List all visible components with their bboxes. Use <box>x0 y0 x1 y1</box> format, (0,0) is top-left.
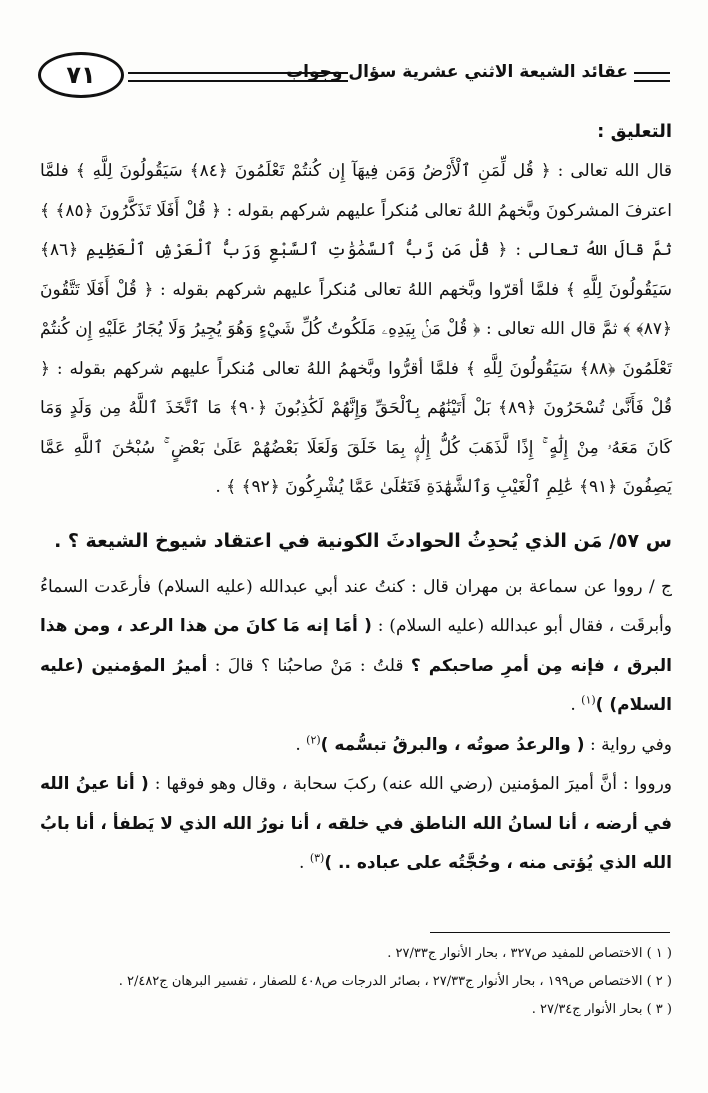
answer-2-text: وفي رواية : <box>584 734 672 755</box>
footnote-ref-1: (١) <box>581 693 596 707</box>
footnote-2: ( ٢ ) الاختصاص ص١٩٩ ، بحار الأنوار ج٢٧/٣٣ ، بصائر الدرجات ص٤٠٨ للصفار ، تفسير البرهان ج٢/٤٨٢ . <box>118 974 672 989</box>
page-number: ٧١ <box>66 61 96 89</box>
running-title: عقائد الشيعة الاثني عشرية سؤال وجواب <box>286 62 628 82</box>
page-number-badge <box>38 52 124 98</box>
main-content <box>40 112 672 884</box>
footnote-divider <box>430 932 670 933</box>
answer-1-text: ج / رووا عن سماعة بن مهران قال : كنتُ عند أبي عبدالله (عليه السلام) فأرعَدت السماءُ وأبرقَت ، فقال أبو عبدالله (عليه السلام) : <box>40 576 672 636</box>
answer-paragraph-1: ج / رووا عن سماعة بن مهران قال : كنتُ عند أبي عبدالله (عليه السلام) فأرعَدت السماءُ وأبرقَت ، فقال أبو عبدالله (عليه السلام) : ( أمَا إنه مَا كانَ من هذا الرعد ، ومن هذا البرق ، فإنه مِن أمرِ صاحبكم ؟ قلتُ : مَنْ صاحبُنا ؟ قالَ : أميرُ المؤمنين (عليه السلام) )$^{(١)}$ . <box>40 576 672 715</box>
answer-3-text: ورووا : أنَّ أميرَ المؤمنين (رضي الله عنه) ركبَ سحابة ، وقال وهو فوقها : <box>148 774 672 794</box>
footnote-ref-2: (٢) <box>306 732 321 746</box>
answer-1-quote-2: أميرُ المؤمنين (عليه السلام) ) <box>40 655 672 715</box>
answer-1-text-2: قلتُ : مَنْ صاحبُنا ؟ قالَ : <box>207 655 411 676</box>
page-header <box>38 52 670 100</box>
footnote-ref-3: (٣) <box>309 851 325 865</box>
answer-1-quote: ( أمَا إنه مَا كانَ من هذا الرعد ، ومن هذا البرق ، فإنه مِن أمرِ صاحبكم ؟ <box>40 616 672 676</box>
answer-paragraph-3: ورووا : أنَّ أميرَ المؤمنين (رضي الله عنه) ركبَ سحابة ، وقال وهو فوقها : ( أنا عينُ الله في أرضه ، أنا لسانُ الله الناطق في خلقه ، أنا نورُ الله الذي لا يَطفأ ، أنا بابُ الله الذي يُؤتى منه ، وحُجَّتُه على عباده .. )$^{(٣)}$ . <box>40 774 672 873</box>
footnote-1: ( ١ ) الاختصاص للمفيد ص٣٢٧ ، بحار الأنوار ج٢٧/٣٣ . <box>387 946 672 961</box>
answer-paragraph-2: وفي رواية : ( والرعدُ صوتُه ، والبرقُ تبسُّمه )$^{(٢)}$ . <box>295 732 672 755</box>
answer-3-quote: ( أنا عينُ الله في أرضه ، أنا لسانُ الله الناطق في خلقه ، أنا نورُ الله الذي لا يَطفأ ، أنا بابُ الله الذي يُؤتى منه ، وحُجَّتُه على عباده .. ) <box>40 774 672 873</box>
answer-2-quote: ( والرعدُ صوتُه ، والبرقُ تبسُّمه ) <box>320 734 585 755</box>
footnotes <box>40 940 672 1024</box>
header-rule-right <box>634 72 670 82</box>
section-label: التعليق : <box>597 121 672 142</box>
question-heading: س ٥٧/ مَن الذي يُحدِثُ الحوادثَ الكونية في اعتقاد شيوخ الشيعة ؟ . <box>54 529 672 552</box>
commentary-paragraph: قال الله تعالى : ﴿ قُل لِّمَنِ ٱلْأَرْضُ وَمَن فِيهَآ إِن كُنتُمْ تَعْلَمُونَ ﴿٨٤﴾ سَيَقُولُونَ لِلَّهِ ﴾ فلمَّا اعترفَ المشركونَ وبَّخهمُ اللهُ تعالى مُنكراً عليهم شركهم بقوله : ﴿ قُلْ أَفَلَا تَذَكَّرُونَ ﴿٨٥﴾ ﴾ ثمَّ قالَ اللهُ تعالى : ﴿ قُلْ مَن رَّبُّ ٱلسَّمَٰوَٰتِ ٱلسَّبْعِ وَرَبُّ ٱلْعَرْشِ ٱلْعَظِيمِ ﴿٨٦﴾ سَيَقُولُونَ لِلَّهِ ﴾ فلمَّا أقرّوا وبَّخهم اللهُ تعالى مُنكراً عليهم شركهم بقوله : ﴿ قُلْ أَفَلَا تَتَّقُونَ ﴿٨٧﴾ ﴾ ثمَّ قال الله تعالى : ﴿ قُلْ مَنۢ بِيَدِهِۦ مَلَكُوتُ كُلِّ شَيْءٍ وَهُوَ يُجِيرُ وَلَا يُجَارُ عَلَيْهِ إِن كُنتُمْ تَعْلَمُونَ ﴿٨٨﴾ سَيَقُولُونَ لِلَّهِ ﴾ فلمَّا أقرُّوا وبَّخهمُ اللهُ تعالى مُنكراً عليهم شركهم بقوله : ﴿ قُلْ فَأَنَّىٰ تُسْحَرُونَ ﴿٨٩﴾ بَلْ أَتَيْنَٰهُم بِٱلْحَقِّ وَإِنَّهُمْ لَكَٰذِبُونَ ﴿٩٠﴾ مَا ٱتَّخَذَ ٱللَّهُ مِن وَلَدٍ وَمَا كَانَ مَعَهُۥ مِنْ إِلَٰهٍ ۚ إِذًا لَّذَهَبَ كُلُّ إِلَٰهٍۭ بِمَا خَلَقَ وَلَعَلَا بَعْضُهُمْ عَلَىٰ بَعْضٍ ۚ سُبْحَٰنَ ٱللَّهِ عَمَّا يَصِفُونَ ﴿٩١﴾ عَٰلِمِ ٱلْغَيْبِ وَٱلشَّهَٰدَةِ فَتَعَٰلَىٰ عَمَّا يُشْرِكُونَ ﴿٩٢﴾ ﴾ . <box>40 161 672 497</box>
footnote-3: ( ٣ ) بحار الأنوار ج٢٧/٣٤ . <box>531 1002 672 1017</box>
